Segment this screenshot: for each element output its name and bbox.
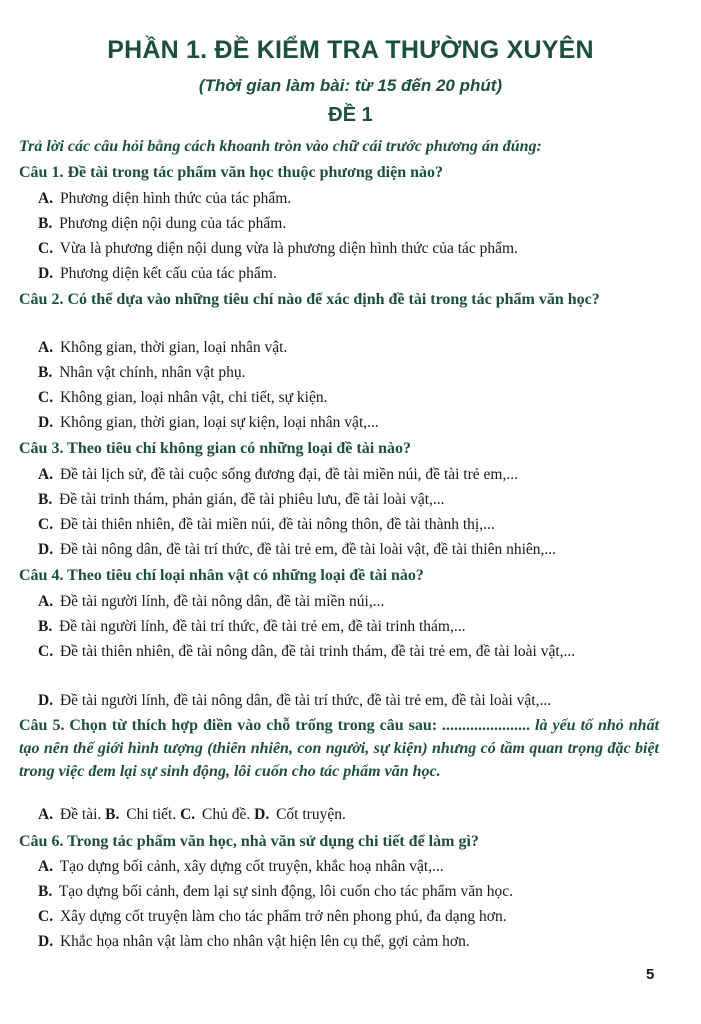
option-letter: D. (38, 933, 54, 950)
question-3-option-d (38, 538, 656, 562)
option-letter: C. (38, 908, 54, 925)
question-2-option-c (38, 386, 656, 410)
option-text: Phương diện hình thức của tác phẩm. (59, 190, 292, 207)
option-text: Khắc họa nhân vật làm cho nhân vật hiện lên cụ thể, gợi cảm hơn. (59, 933, 470, 950)
option-text: Cốt truyện. (276, 806, 346, 823)
option-letter: D. (38, 414, 54, 431)
option-text: Đề tài trinh thám, phản gián, đề tài phiêu lưu, đề tài loài vật,... (59, 491, 445, 508)
option-letter: D. (38, 541, 54, 558)
option-text: Đề tài. (59, 806, 102, 823)
option-text: Phương diện kết cấu của tác phẩm. (59, 265, 277, 282)
question-5-options (38, 803, 656, 827)
question-1-option-c (38, 237, 656, 261)
option-text: Không gian, thời gian, loại sự kiện, loại nhân vật,... (59, 414, 379, 431)
time-note: (Thời gian làm bài: từ 15 đến 20 phút) (198, 76, 503, 95)
option-letter: C. (38, 643, 54, 660)
option-text: Chi tiết. (126, 806, 177, 823)
option-letter: B. (38, 618, 53, 635)
question-6-option-c (38, 905, 656, 929)
option-text: Đề tài người lính, đề tài trí thức, đề tài trẻ em, đề tài trinh thám,... (59, 618, 466, 635)
question-1-option-b (38, 212, 656, 236)
option-letter: D. (254, 806, 270, 823)
question-1-option-a (38, 187, 656, 211)
option-text: Không gian, thời gian, loại nhân vật. (59, 339, 288, 356)
question-4-option-a (38, 590, 656, 614)
question-1-option-d (38, 262, 656, 286)
page-number: 5 (646, 966, 655, 983)
option-text: Đề tài thiên nhiên, đề tài miền núi, đề tài nông thôn, đề tài thành thị,... (59, 516, 495, 533)
question-4-option-c (38, 640, 677, 664)
option-letter: A. (38, 339, 54, 356)
option-letter: B. (38, 364, 53, 381)
part-title: PHẦN 1. ĐỀ KIỂM TRA THƯỜNG XUYÊN (107, 36, 594, 64)
option-text: Không gian, loại nhân vật, chi tiết, sự kiện. (59, 389, 328, 406)
option-letter: A. (38, 593, 54, 610)
question-5-stem (19, 714, 659, 783)
option-letter: C. (38, 516, 54, 533)
question-4-option-d (38, 689, 656, 713)
option-text: Nhân vật chính, nhân vật phụ. (59, 364, 246, 381)
option-text: Đề tài thiên nhiên, đề tài nông dân, đề tài trinh thám, đề tài trẻ em, đề tài loài vật,... (59, 643, 576, 660)
exam-title: ĐỀ 1 (328, 104, 373, 126)
question-4-option-b (38, 615, 656, 639)
option-letter: D. (38, 692, 54, 709)
question-6-stem: Câu 6. Trong tác phẩm văn học, nhà văn sử dụng chi tiết để làm gì? (19, 833, 479, 850)
option-text: Đề tài người lính, đề tài nông dân, đề tài trí thức, đề tài trẻ em, đề tài loài vật,... (59, 692, 552, 709)
question-2-option-d (38, 411, 656, 435)
question-6-option-d (38, 930, 656, 954)
option-text: Đề tài nông dân, đề tài trí thức, đề tài trẻ em, đề tài loài vật, đề tài thiên nhiên,... (59, 541, 557, 558)
option-letter: C. (180, 806, 196, 823)
option-letter: D. (38, 265, 54, 282)
question-6-option-b (38, 880, 656, 904)
option-text: Đề tài lịch sử, đề tài cuộc sống đương đại, đề tài miền núi, đề tài trẻ em,... (59, 466, 518, 483)
option-letter: C. (38, 240, 54, 257)
instruction: Trả lời các câu hỏi bằng cách khoanh tròn vào chữ cái trước phương án đúng: (19, 138, 542, 155)
option-letter: B. (38, 883, 53, 900)
option-letter: B. (105, 806, 120, 823)
option-text: Vừa là phương diện nội dung vừa là phương diện hình thức của tác phẩm. (59, 240, 518, 257)
option-text: Xây dựng cốt truyện làm cho tác phẩm trở nên phong phú, đa dạng hơn. (59, 908, 507, 925)
question-3-option-c (38, 513, 656, 537)
option-letter: A. (38, 466, 54, 483)
option-letter: C. (38, 389, 54, 406)
question-3-option-b (38, 488, 656, 512)
option-letter: A. (38, 858, 54, 875)
question-5-lead: Câu 5. Chọn từ thích hợp điền vào chỗ trống trong câu sau: ...................... (19, 717, 531, 734)
option-letter: B. (38, 491, 53, 508)
option-text: Tạo dựng bối cảnh, đem lại sự sinh động, lôi cuốn cho tác phẩm văn học. (58, 883, 513, 900)
option-letter: A. (38, 806, 54, 823)
question-1-stem: Câu 1. Đề tài trong tác phẩm văn học thuộc phương diện nào? (19, 164, 443, 181)
question-2-option-a (38, 336, 656, 360)
option-letter: A. (38, 190, 54, 207)
question-6-option-a (38, 855, 656, 879)
question-3-option-a (38, 463, 656, 487)
question-2-option-b (38, 361, 656, 385)
option-text: Phương diện nội dung của tác phẩm. (59, 215, 287, 232)
option-text: Tạo dựng bối cảnh, xây dựng cốt truyện, khắc hoạ nhân vật,... (59, 858, 444, 875)
question-3-stem: Câu 3. Theo tiêu chí không gian có những loại đề tài nào? (19, 440, 412, 457)
option-letter: B. (38, 215, 53, 232)
option-text: Chủ đề. (202, 806, 251, 823)
option-text: Đề tài người lính, đề tài nông dân, đề tài miền núi,... (59, 593, 385, 610)
question-4-stem: Câu 4. Theo tiêu chí loại nhân vật có những loại đề tài nào? (19, 567, 424, 584)
question-2-stem: Câu 2. Có thể dựa vào những tiêu chí nào để xác định đề tài trong tác phẩm văn học? (19, 291, 600, 308)
question-5-italic: là yếu tố nhỏ nhất tạo nên thế giới hình tượng (thiên nhiên, con người, sự kiện) nhưng có tầm quan trọng đặc biệt trong việc đem lại sự sinh động, lôi cuốn cho tác phẩm văn học. (19, 717, 660, 780)
